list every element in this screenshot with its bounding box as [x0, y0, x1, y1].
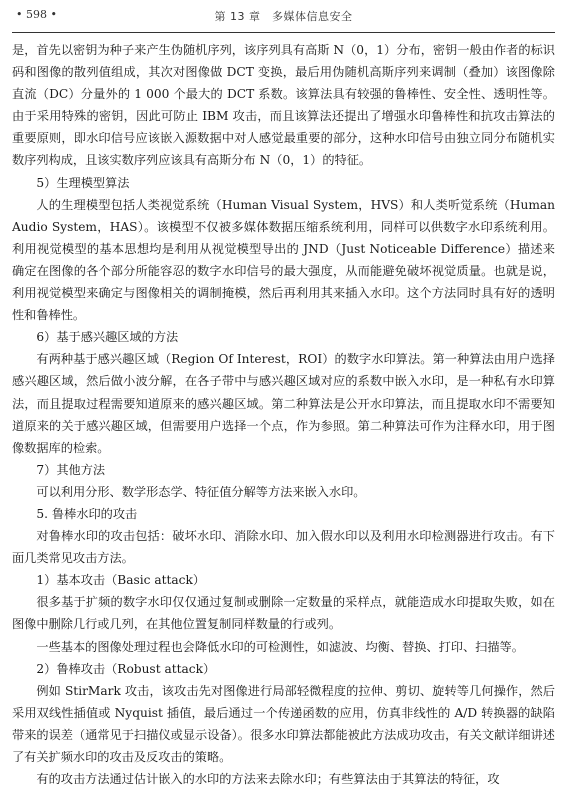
paragraph: 有的攻击方法通过估计嵌入的水印的方法来去除水印；有些算法由于其算法的特征，攻 [36, 772, 500, 787]
paragraph: 很多基于扩频的数字水印仅仅通过复制或删除一定数量的采样点，就能造成水印提取失败，如在图像中删除几行或几列，在其他位置复制同样数量的行或列。 [12, 595, 555, 632]
section-heading: 5. 鲁棒水印的攻击 [36, 506, 138, 521]
paragraph: 人的生理模型包括人类视觉系统（Human Visual System，HVS）和人类听觉系统（Human Audio System，HAS）。该模型不仅被多媒体数据压缩系统利用，同样可以供数字水印系统利用。利用视觉模型的基本思想均是利用从视觉模型导出的 JND（Just Noticeable Difference）描述来确定在图像的各个部分所能容忍的数字水印信号的最大强度，从而能避免破坏视觉质量。也就是说，利用视觉模型来确定与图像相关的调制掩模，然后再利用其来插入水印。这个方法同时具有好的透明性和鲁棒性。 [12, 197, 555, 323]
chapter-title: 第 13 章 多媒体信息安全 [214, 10, 353, 23]
paragraph: 可以利用分形、数学形态学、特征值分解等方法来嵌入水印。 [36, 484, 366, 499]
running-header [12, 8, 555, 26]
paragraph: 是，首先以密钥为种子来产生伪随机序列，该序列具有高斯 N（0，1）分布，密钥一般由作者的标识码和图像的散列值组成，其次对图像做 DCT 变换，最后用伪随机高斯序列来调制（叠加）该图像除直流（DC）分量外的 1 000 个最大的 DCT 系数。该算法具有较强的鲁棒性、安全性、透明性等。由于采用特殊的密钥，因此可防止 IBM 攻击，而且该算法还提出了增强水印鲁棒性和抗攻击算法的重要原则，即水印信号应该嵌入源数据中对人感觉最重要的部分，这种水印信号由独立同分布随机实数序列构成，且该实数序列应该具有高斯分布 N（0，1）的特征。 [12, 43, 555, 168]
page-number: • 598 • [16, 8, 57, 21]
paragraph: 对鲁棒水印的攻击包括：破坏水印、消除水印、加入假水印以及利用水印检测器进行攻击。有下面几类常见攻击方法。 [12, 529, 555, 566]
header-rule [12, 32, 555, 33]
paragraph: 例如 StirMark 攻击，该攻击先对图像进行局部轻微程度的拉伸、剪切、旋转等几何操作，然后采用双线性插值或 Nyquist 插值，最后通过一个传递函数的应用，仿真非线性的 A/D 转换器的缺陷带来的误差（通常见于扫描仪或显示设备）。很多水印算法都能被此方法成功攻击，有关文献详细讲述了有关扩频水印的攻击及反攻击的策略。 [12, 683, 555, 764]
section-heading: 1）基本攻击（Basic attack） [36, 573, 206, 588]
body-text [12, 39, 555, 790]
section-heading: 7）其他方法 [36, 462, 106, 477]
paragraph: 一些基本的图像处理过程也会降低水印的可检测性，如滤波、均衡、替换、打印、扫描等。 [36, 639, 524, 654]
section-heading: 2）鲁棒攻击（Robust attack） [36, 661, 216, 676]
section-heading: 5）生理模型算法 [36, 175, 130, 190]
section-heading: 6）基于感兴趣区域的方法 [36, 330, 179, 345]
paragraph: 有两种基于感兴趣区域（Region Of Interest，ROI）的数字水印算法。第一种算法由用户选择感兴趣区域，然后做小波分解，在各子带中与感兴趣区域对应的系数中嵌入水印，是一种私有水印算法，而且提取过程需要知道原来的感兴趣区域。第二种算法是公开水印算法，而且提取水印不需要知道原来的关于感兴趣区域，但需要用户选择一个点，作为参照。第二种算法可作为注释水印，用于图像数据库的检索。 [12, 352, 555, 455]
